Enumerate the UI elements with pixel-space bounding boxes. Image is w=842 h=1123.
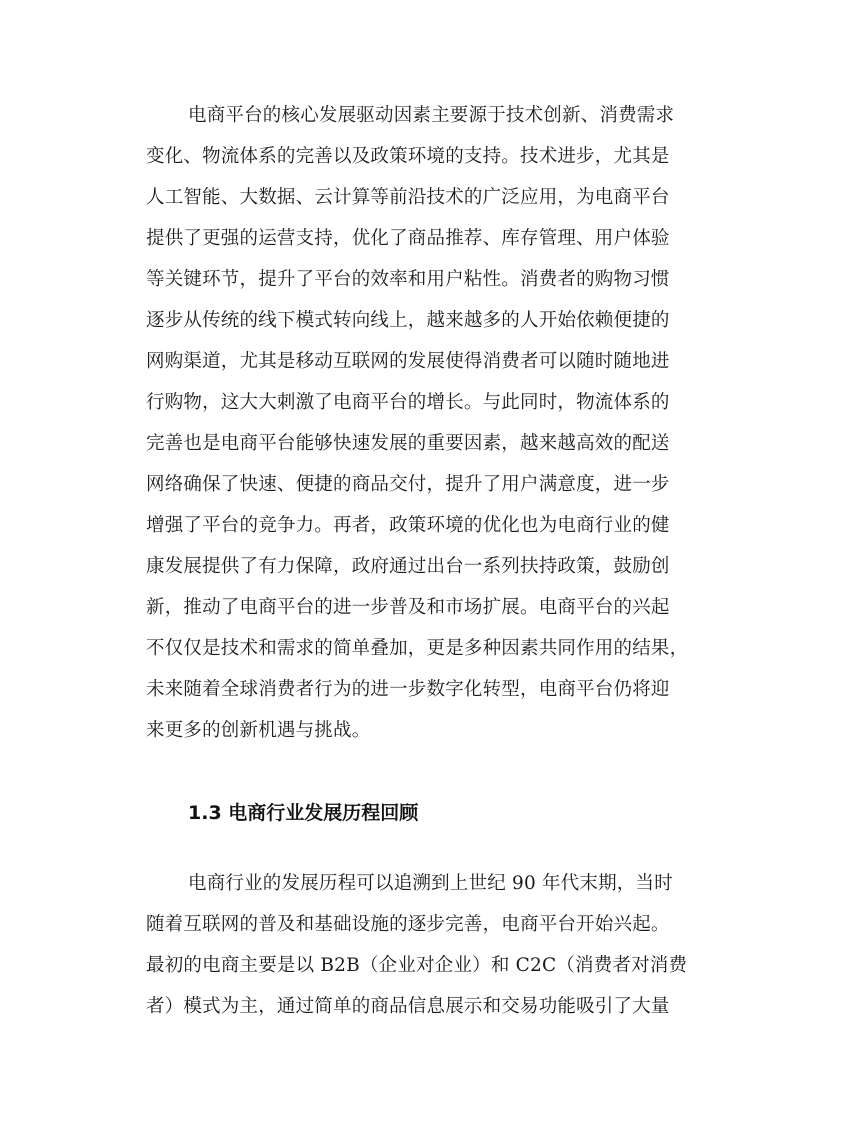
paragraph-line: 完善也是电商平台能够快速发展的重要因素，越来越高效的配送: [146, 433, 670, 454]
paragraph-line: 来更多的创新机遇与挑战。: [146, 720, 371, 741]
paragraph-line: 未来随着全球消费者行为的进一步数字化转型，电商平台仍将迎: [146, 679, 670, 700]
paragraph-line: 增强了平台的竞争力。再者，政策环境的优化也为电商行业的健: [146, 515, 670, 536]
paragraph-line: 最初的电商主要是以 B2B（企业对企业）和 C2C（消费者对消费: [146, 955, 688, 976]
paragraph-line: 电商行业的发展历程可以追溯到上世纪 90 年代末期，当时: [188, 873, 673, 894]
paragraph-line: 者）模式为主，通过简单的商品信息展示和交易功能吸引了大量: [146, 996, 670, 1017]
paragraph-line: 人工智能、大数据、云计算等前沿技术的广泛应用，为电商平台: [146, 187, 670, 208]
paragraph-line: 新，推动了电商平台的进一步普及和市场扩展。电商平台的兴起: [146, 597, 670, 618]
paragraph-line: 随着互联网的普及和基础设施的逐步完善，电商平台开始兴起。: [146, 914, 670, 935]
paragraph-line: 提供了更强的运营支持，优化了商品推荐、库存管理、用户体验: [146, 228, 670, 249]
paragraph-line: 康发展提供了有力保障，政府通过出台一系列扶持政策，鼓励创: [146, 556, 670, 577]
paragraph-line: 等关键环节，提升了平台的效率和用户粘性。消费者的购物习惯: [146, 269, 670, 290]
paragraph-line: 不仅仅是技术和需求的简单叠加，更是多种因素共同作用的结果，: [146, 638, 689, 659]
paragraph-line: 网络确保了快速、便捷的商品交付，提升了用户满意度，进一步: [146, 474, 670, 495]
paragraph-line: 电商平台的核心发展驱动因素主要源于技术创新、消费需求: [188, 105, 675, 126]
paragraph-line: 逐步从传统的线下模式转向线上，越来越多的人开始依赖便捷的: [146, 310, 670, 331]
section-heading: 1.3 电商行业发展历程回顾: [188, 802, 419, 824]
paragraph-line: 行购物，这大大刺激了电商平台的增长。与此同时，物流体系的: [146, 392, 670, 413]
paragraph-line: 网购渠道，尤其是移动互联网的发展使得消费者可以随时随地进: [146, 351, 670, 372]
paragraph-line: 变化、物流体系的完善以及政策环境的支持。技术进步，尤其是: [146, 146, 670, 167]
